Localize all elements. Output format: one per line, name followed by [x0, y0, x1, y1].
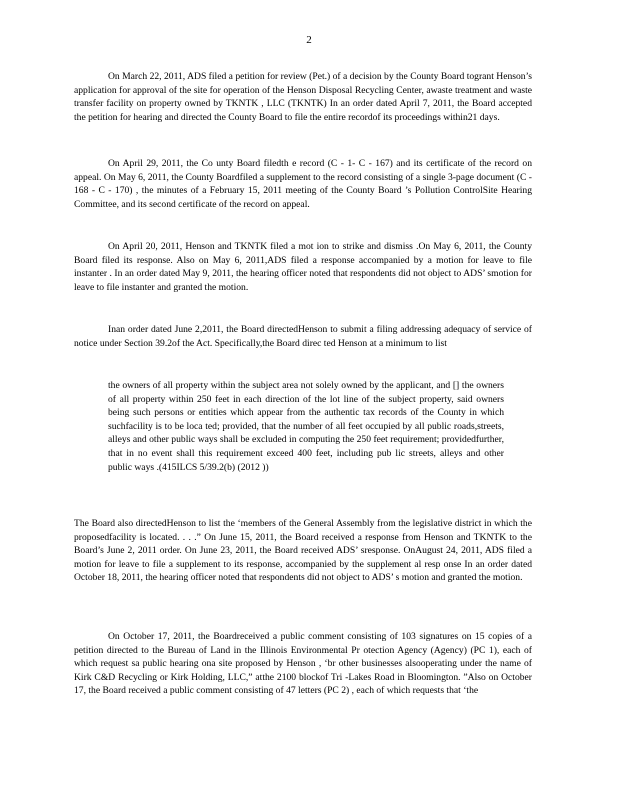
paragraph-public-comment: On October 17, 2011, the Boardreceived a public comment consisting of 103 signatures on 15 copies of a petition directed to the Bureau of Land in the Illinois Environmental Pr otection Agency (Agency) (PC 1), each of which request sa public hearing ona site proposed by Henson , ‘br other businesses alsooperating under the name of Kirk C&D Recycling or Kirk Holding, LLC,” atthe 2100 blockof Tri -Lakes Road in Bloomington. ”Also on October 17, the Board received a public comment consisting of 47 letters (PC 2) , each of which requests that ‘the: [74, 631, 532, 697]
paragraph-motion-to-strike: On April 20, 2011, Henson and TKNTK filed a mot ion to strike and dismiss .On May 6, 2011, the County Board filed its response. Also on May 6, 2011,ADS filed a response accompanied by a motion for leave to file instanter . In an order dated May 9, 2011, the hearing officer noted that respondents did not object to ADS’ smotion for leave to file instanter and granted the motion.: [74, 241, 532, 293]
paragraph-petition-for-review: On March 22, 2011, ADS filed a petition for review (Pet.) of a decision by the County Board togrant Henson’s application for approval of the site for operation of the Henson Disposal Recycling Center, awaste treatment and waste transfer facility on property owned by TKNTK , LLC (TKNTK) In an order dated April 7, 2011, the Board accepted the petition for hearing and directed the County Board to file the entire recordof its proceedings within21 days.: [74, 71, 532, 123]
block-quote-statute: the owners of all property within the subject area not solely owned by the applicant, and [] the owners of all property within 250 feet in each direction of the lot line of the subject property, said owners being such persons or entities which appear from the authentic tax records of the County in which suchfacility is to be loca ted; provided, that the number of all feet occupied by all public roads,streets, alleys and other public ways shall be excluded in computing the 250 feet requirement; providedfurther, that in no event shall this requirement exceed 400 feet, including pub lic streets, alleys and other public ways .(415ILCS 5/39.2(b) (2012 )): [108, 380, 504, 473]
page-number: 2: [306, 34, 312, 46]
paragraph-general-assembly: The Board also directedHenson to list the ‘members of the General Assembly from the legislative district in which the proposedfacility is located. . . .” On June 15, 2011, the Board received a response from Henson and TKNTK to the Board’s June 2, 2011 order. On June 23, 2011, the Board received ADS’ sresponse. OnAugust 24, 2011, ADS filed a motion for leave to file a supplement to its response, accompanied by the supplement al resp onse In an order dated October 18, 2011, the hearing officer noted that respondents did not object to ADS’ s motion and granted the motion.: [74, 518, 532, 584]
paragraph-record-filing: On April 29, 2011, the Co unty Board filedth e record (C - 1- C - 167) and its certificate of the record on appeal. On May 6, 2011, the County Boardfiled a supplement to the record consisting of a single 3-page document (C - 168 - C - 170) , the minutes of a February 15, 2011 meeting of the County Board ’s Pollution ControlSite Hearing Committee, and its second certificate of the record on appeal.: [74, 158, 532, 210]
paragraph-june-order: Inan order dated June 2,2011, the Board directedHenson to submit a filing addressing adequacy of service of notice under Section 39.2of the Act. Specifically,the Board direc ted Henson at a minimum to list: [74, 324, 532, 349]
